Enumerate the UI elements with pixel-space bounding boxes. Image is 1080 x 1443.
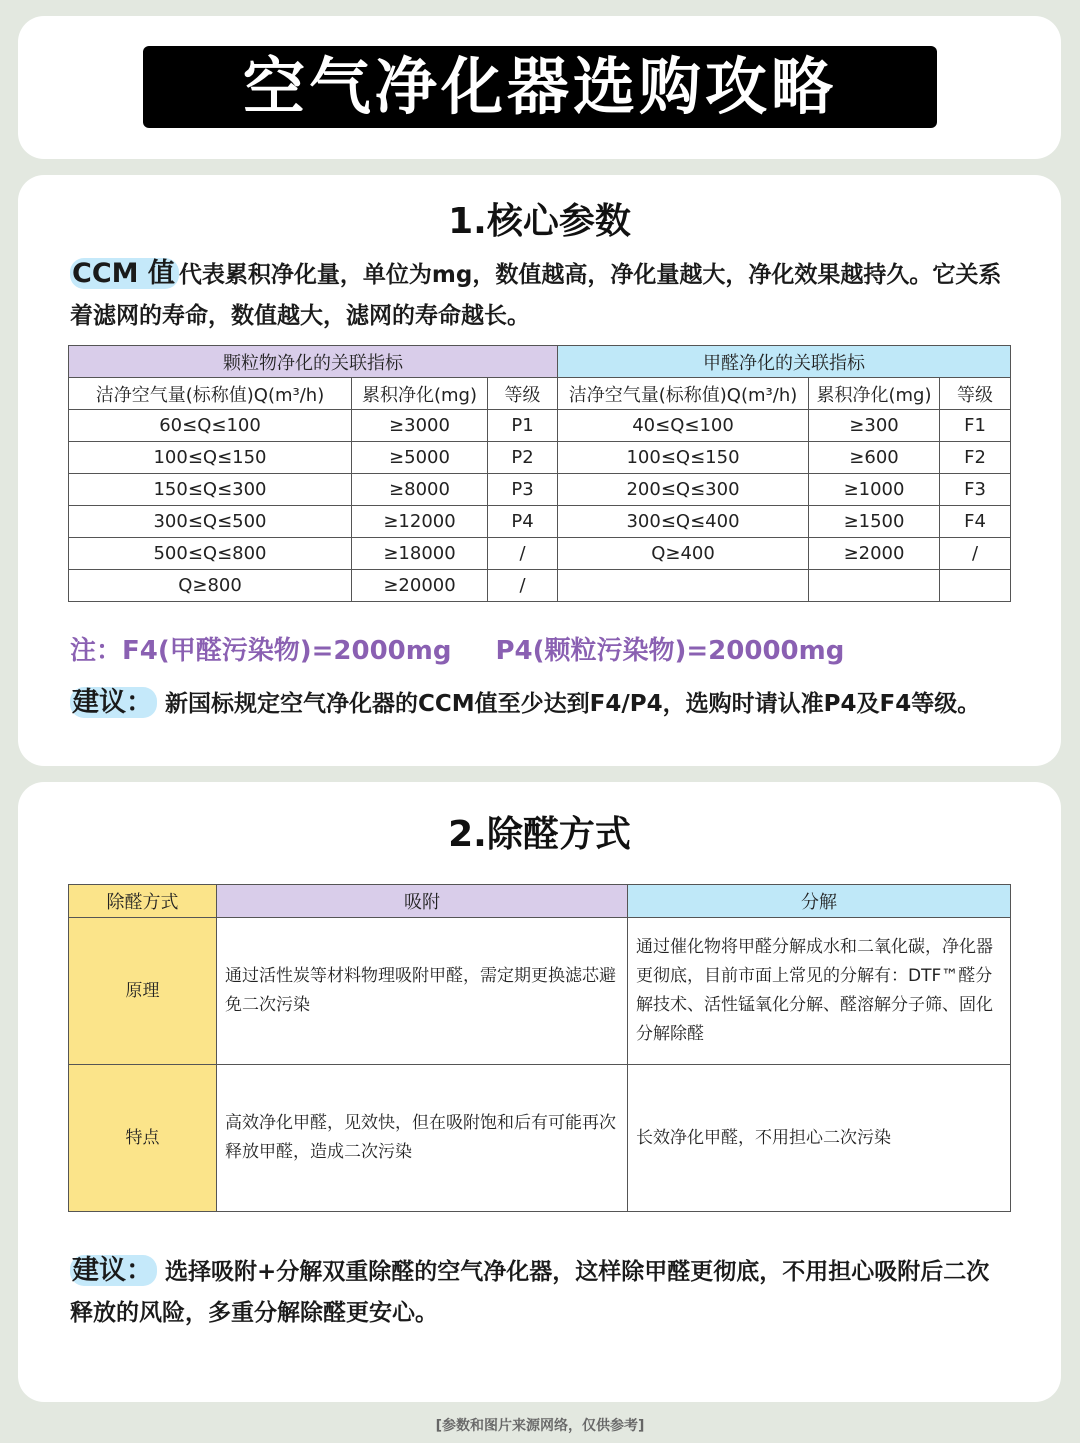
table-cell: ≥18000 bbox=[352, 538, 488, 570]
col-header: 累积净化(mg) bbox=[809, 378, 940, 410]
table-cell: ≥12000 bbox=[352, 506, 488, 538]
formaldehyde-method-card bbox=[18, 782, 1061, 1402]
advice-paragraph-1 bbox=[70, 682, 1010, 725]
col-header: 吸附 bbox=[217, 885, 628, 918]
table-row bbox=[69, 410, 1011, 442]
table-row bbox=[69, 442, 1011, 474]
table-cell: F3 bbox=[940, 474, 1011, 506]
table-cell: F4 bbox=[940, 506, 1011, 538]
table-row bbox=[69, 474, 1011, 506]
ccm-paragraph bbox=[70, 253, 1010, 337]
table-cell: ≥2000 bbox=[809, 538, 940, 570]
table-cell: ≥1500 bbox=[809, 506, 940, 538]
advice-paragraph-2 bbox=[70, 1250, 1010, 1334]
table-cell: Q≥800 bbox=[69, 570, 352, 602]
table-cell: 通过催化物将甲醛分解成水和二氧化碳，净化器更彻底，目前市面上常见的分解有：DTF™醛分解技术、活性锰氧化分解、醛溶解分子筛、固化分解除醛 bbox=[628, 918, 1011, 1065]
table-cell: 100≤Q≤150 bbox=[558, 442, 809, 474]
table-cell: F2 bbox=[940, 442, 1011, 474]
table-header-row bbox=[69, 885, 1011, 918]
table-cell: ≥20000 bbox=[352, 570, 488, 602]
table-cell: ≥5000 bbox=[352, 442, 488, 474]
section1-heading: 1.核心参数 bbox=[448, 201, 631, 242]
ccm-table bbox=[68, 345, 1011, 602]
formaldehyde-group-header: 甲醛净化的关联指标 bbox=[558, 346, 1011, 378]
table-cell: ≥300 bbox=[809, 410, 940, 442]
col-header: 累积净化(mg) bbox=[352, 378, 488, 410]
title-card bbox=[18, 16, 1061, 159]
table-row bbox=[69, 1065, 1011, 1212]
method-table bbox=[68, 884, 1011, 1212]
table-cell: 40≤Q≤100 bbox=[558, 410, 809, 442]
table-cell: 200≤Q≤300 bbox=[558, 474, 809, 506]
advice-label: 建议： bbox=[70, 1255, 157, 1286]
table-cell: / bbox=[488, 538, 558, 570]
note-p4: P4(颗粒污染物)=20000mg bbox=[495, 636, 845, 666]
col-header: 洁净空气量(标称值)Q(m³/h) bbox=[558, 378, 809, 410]
table-cell: F1 bbox=[940, 410, 1011, 442]
table-cell: ≥1000 bbox=[809, 474, 940, 506]
table-cell: 100≤Q≤150 bbox=[69, 442, 352, 474]
row-label: 原理 bbox=[69, 918, 217, 1065]
table-row bbox=[69, 538, 1011, 570]
ccm-text: 代表累积净化量，单位为mg，数值越高，净化量越大，净化效果越持久。它关系着滤网的寿命，数值越大，滤网的寿命越长。 bbox=[70, 262, 1002, 329]
table-cell: 300≤Q≤400 bbox=[558, 506, 809, 538]
table-cell: 60≤Q≤100 bbox=[69, 410, 352, 442]
table-header-row bbox=[69, 378, 1011, 410]
table-cell: 高效净化甲醛，见效快，但在吸附饱和后有可能再次释放甲醛，造成二次污染 bbox=[217, 1065, 628, 1212]
table-cell: 长效净化甲醛，不用担心二次污染 bbox=[628, 1065, 1011, 1212]
core-params-card bbox=[18, 175, 1061, 766]
table-cell bbox=[558, 570, 809, 602]
advice-label: 建议： bbox=[70, 687, 157, 718]
table-cell: 500≤Q≤800 bbox=[69, 538, 352, 570]
col-header: 等级 bbox=[488, 378, 558, 410]
advice-text: 新国标规定空气净化器的CCM值至少达到F4/P4，选购时请认准P4及F4等级。 bbox=[165, 691, 981, 717]
table-cell: / bbox=[940, 538, 1011, 570]
table-group-row bbox=[69, 346, 1011, 378]
col-header: 等级 bbox=[940, 378, 1011, 410]
table-cell: P2 bbox=[488, 442, 558, 474]
table-cell: 通过活性炭等材料物理吸附甲醛，需定期更换滤芯避免二次污染 bbox=[217, 918, 628, 1065]
ccm-note bbox=[70, 630, 888, 667]
table-row bbox=[69, 506, 1011, 538]
section2-heading: 2.除醛方式 bbox=[448, 814, 631, 855]
source-footnote: [参数和图片来源网络，仅供参考] bbox=[435, 1418, 645, 1434]
table-cell: ≥8000 bbox=[352, 474, 488, 506]
ccm-term: CCM 值 bbox=[70, 258, 179, 289]
table-cell: P1 bbox=[488, 410, 558, 442]
note-f4: 注：F4(甲醛污染物)=2000mg bbox=[70, 636, 452, 666]
table-cell: / bbox=[488, 570, 558, 602]
table-cell: P3 bbox=[488, 474, 558, 506]
col-header: 分解 bbox=[628, 885, 1011, 918]
col-header: 洁净空气量(标称值)Q(m³/h) bbox=[69, 378, 352, 410]
table-row bbox=[69, 918, 1011, 1065]
page-title: 空气净化器选购攻略 bbox=[143, 46, 937, 128]
table-row bbox=[69, 570, 1011, 602]
table-cell: ≥3000 bbox=[352, 410, 488, 442]
table-cell bbox=[940, 570, 1011, 602]
table-cell: P4 bbox=[488, 506, 558, 538]
particle-group-header: 颗粒物净化的关联指标 bbox=[69, 346, 558, 378]
table-cell: Q≥400 bbox=[558, 538, 809, 570]
row-label: 特点 bbox=[69, 1065, 217, 1212]
table-cell: 150≤Q≤300 bbox=[69, 474, 352, 506]
table-cell bbox=[809, 570, 940, 602]
advice-text: 选择吸附+分解双重除醛的空气净化器，这样除甲醛更彻底，不用担心吸附后二次释放的风险，多重分解除醛更安心。 bbox=[70, 1259, 990, 1326]
table-cell: 300≤Q≤500 bbox=[69, 506, 352, 538]
table-cell: ≥600 bbox=[809, 442, 940, 474]
col-header: 除醛方式 bbox=[69, 885, 217, 918]
